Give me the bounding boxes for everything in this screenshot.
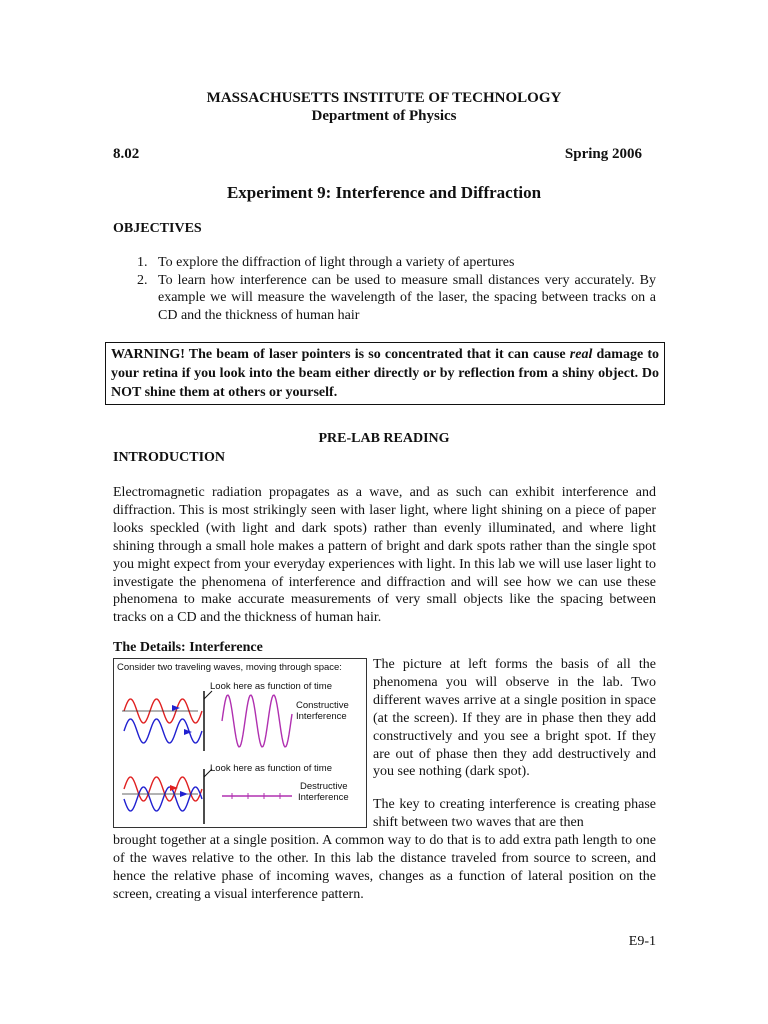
department-name: Department of Physics bbox=[311, 108, 457, 124]
objectives-list bbox=[113, 254, 656, 324]
pointer-arrow-1 bbox=[204, 691, 212, 699]
prelab-heading: PRE-LAB READING bbox=[318, 431, 450, 446]
introduction-paragraph: Electromagnetic radiation propagates as a wave, and as such can exhibit interference and diffraction. This is most strikingly seen with laser light, where light shining on a piece of paper looks speckled (with light and dark spots) rather than evenly illuminated, and where light shining through a small hole makes a pattern of bright and dark spots rather than the single spot you might expect from your everyday experiences with light. In this lab we will use laser light to investigate the phenomena of interference and diffraction and will see how we can use these phenomena to make accurate measurements of very small objects like the spacing between tracks on a CD and the thickness of human hair. bbox=[113, 485, 656, 626]
objective-item bbox=[113, 272, 656, 325]
warning-text-start: WARNING! The beam of laser pointers is so concentrated that it can cause bbox=[111, 347, 570, 362]
interference-figure bbox=[113, 658, 367, 828]
objective-item bbox=[113, 254, 656, 272]
constructive-label-1: Constructive bbox=[296, 700, 349, 711]
page-title: Experiment 9: Interference and Diffraction bbox=[226, 183, 542, 202]
institution-name: MASSACHUSETTS INSTITUTE OF TECHNOLOGY bbox=[206, 90, 562, 106]
introduction-heading: INTRODUCTION bbox=[113, 450, 226, 465]
objective-number: 2. bbox=[137, 272, 148, 288]
objective-number: 1. bbox=[137, 255, 148, 270]
phase-shift-paragraph-start: The key to creating interference is creating phase shift between two waves that are then bbox=[373, 797, 656, 830]
objective-text: To explore the diffraction of light through a variety of apertures bbox=[158, 255, 515, 270]
course-number: 8.02 bbox=[113, 146, 140, 162]
look-here-label-1: Look here as function of time bbox=[210, 681, 332, 692]
wave2-constructive bbox=[124, 719, 202, 743]
destructive-label-2: Interference bbox=[298, 792, 349, 803]
warning-box bbox=[105, 342, 665, 405]
sum-wave-constructive bbox=[222, 695, 292, 747]
look-here-label-2: Look here as function of time bbox=[210, 763, 332, 774]
arrow-destructive-2 bbox=[180, 791, 188, 797]
phase-shift-paragraph-end: brought together at a single position. A common way to do that is to add extra path length to one of the waves relative to the other. In this lab the distance traveled from source to screen, and hence the relative phase of incoming waves, changes as a function of lateral position on the screen, creating a visual interference pattern. bbox=[113, 833, 656, 902]
objective-text: To learn how interference can be used to measure small distances very accurately. By example we will measure the wavelength of the laser, the spacing between tracks on a CD and the thickness of human hair bbox=[158, 272, 656, 323]
page-number: E9-1 bbox=[628, 934, 656, 949]
constructive-label-2: Interference bbox=[296, 711, 347, 722]
destructive-label-1: Destructive bbox=[300, 781, 348, 792]
warning-emphasis: real bbox=[569, 347, 593, 362]
figure-explanation: The picture at left forms the basis of all the phenomena you will observe in the lab. Two different waves arrive at a single position in space (at the screen). If they are in phase then they add constructively and you see a bright spot. If they are out of phase then they add destructively and you see nothing (dark spot). bbox=[373, 657, 656, 780]
details-heading: The Details: Interference bbox=[113, 640, 263, 655]
warning-text-end: damage to your retina if you look into the beam either directly or by reflection from a shiny object. Do NOT shine them at others or yourself. bbox=[111, 347, 659, 400]
term: Spring 2006 bbox=[564, 146, 642, 162]
figure-caption: Consider two traveling waves, moving through space: bbox=[117, 662, 342, 673]
objectives-heading: OBJECTIVES bbox=[113, 221, 202, 236]
